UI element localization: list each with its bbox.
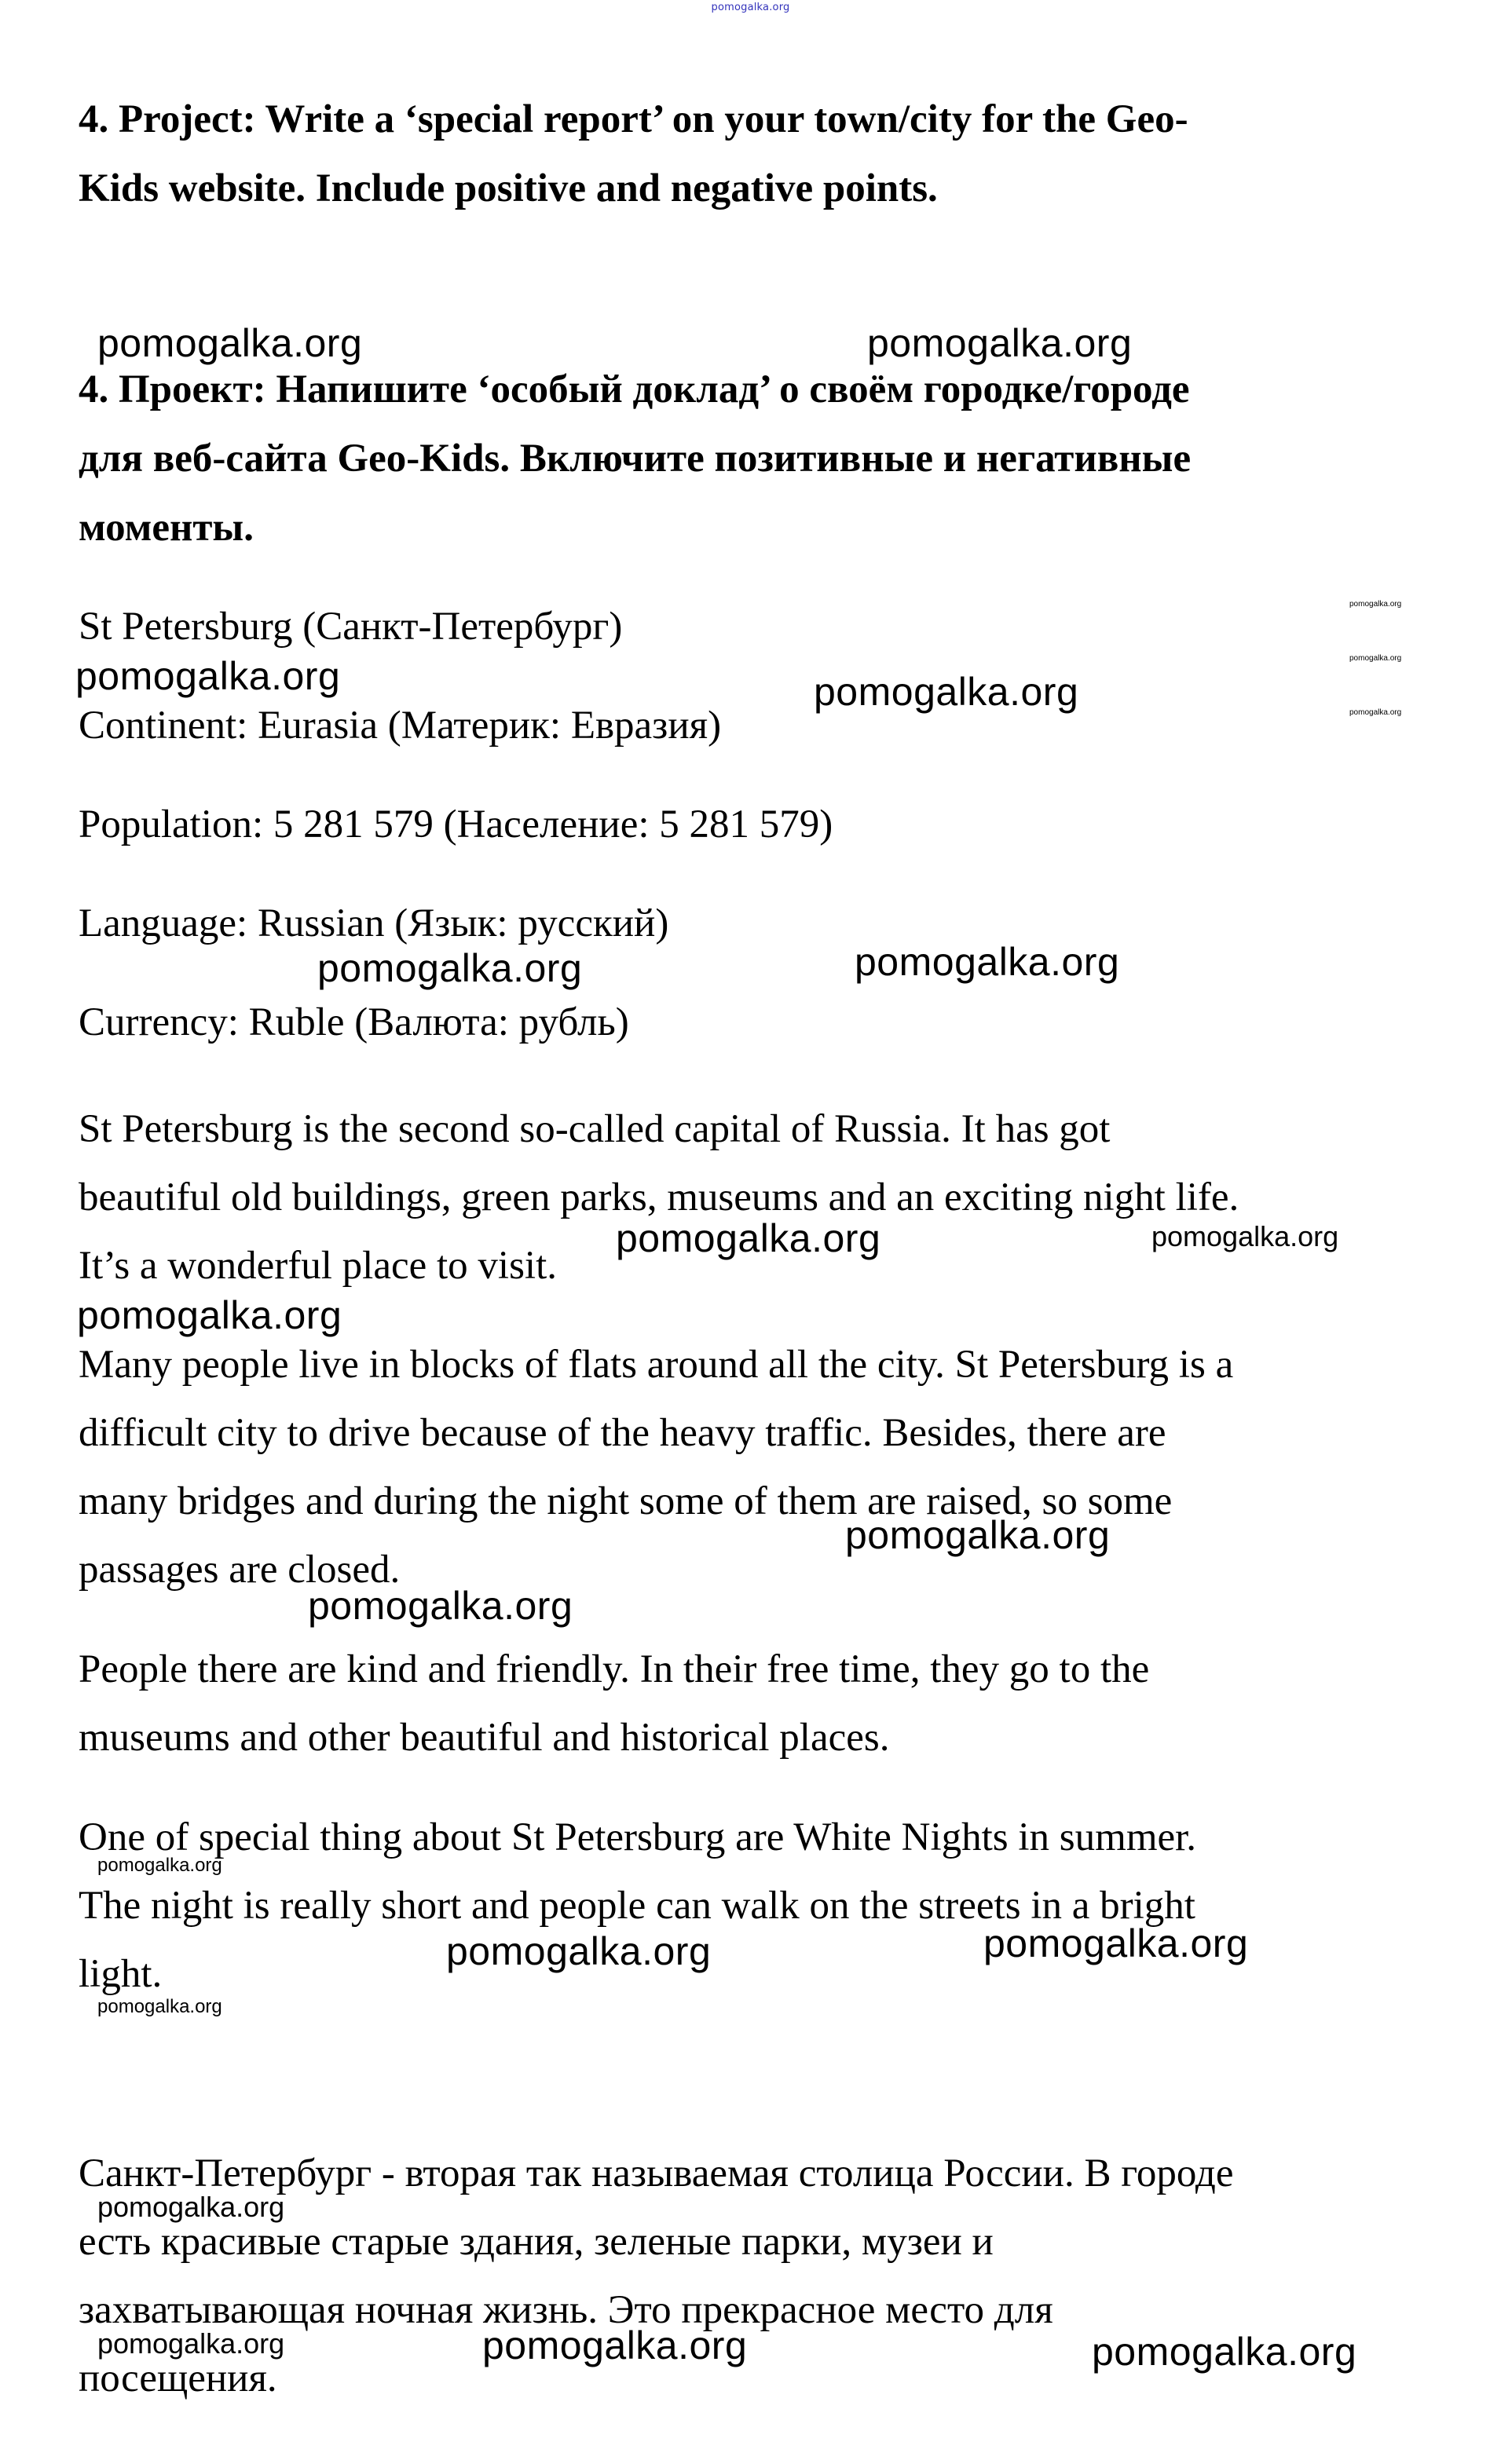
report-en-p2-line: Many people live in blocks of flats around all the city. St Petersburg is a bbox=[79, 1343, 1234, 1387]
watermark: pomogalka.org bbox=[1349, 654, 1402, 663]
task-heading-ru-line: моменты. bbox=[79, 506, 254, 550]
fact-continent: Continent: Eurasia (Материк: Евразия) bbox=[79, 704, 722, 748]
task-heading-ru-line: для веб-сайта Geo-Kids. Включите позитивные и негативные bbox=[79, 437, 1192, 481]
report-en-p2-line: many bridges and during the night some of them are raised, so some bbox=[79, 1479, 1173, 1523]
watermark: pomogalka.org bbox=[97, 1855, 222, 1876]
report-en-p1-line: St Petersburg is the second so-called capital of Russia. It has got bbox=[79, 1107, 1111, 1151]
watermark: pomogalka.org bbox=[77, 1293, 342, 1337]
report-ru-line: Санкт-Петербург - вторая так называемая столица России. В городе bbox=[79, 2151, 1234, 2195]
watermark: pomogalka.org bbox=[616, 1216, 881, 1260]
watermark: pomogalka.org bbox=[855, 940, 1120, 984]
report-en-p1-line: It’s a wonderful place to visit. bbox=[79, 1244, 558, 1288]
top-watermark: pomogalka.org bbox=[711, 2, 790, 13]
report-en-p4-line: One of special thing about St Petersburg are White Nights in summer. bbox=[79, 1815, 1197, 1859]
watermark: pomogalka.org bbox=[867, 321, 1133, 365]
watermark: pomogalka.org bbox=[97, 321, 363, 365]
report-en-p4-line: The night is really short and people can walk on the streets in a bright bbox=[79, 1884, 1195, 1928]
watermark: pomogalka.org bbox=[97, 2327, 285, 2360]
task-heading-en bbox=[79, 85, 1477, 223]
watermark: pomogalka.org bbox=[446, 1929, 712, 1973]
watermark: pomogalka.org bbox=[97, 1996, 222, 2017]
watermark: pomogalka.org bbox=[983, 1921, 1249, 1965]
watermark: pomogalka.org bbox=[845, 1513, 1111, 1557]
task-heading-ru bbox=[79, 355, 1477, 562]
report-en-p2-line: difficult city to drive because of the heavy traffic. Besides, there are bbox=[79, 1411, 1166, 1455]
watermark: pomogalka.org bbox=[97, 2191, 285, 2223]
report-ru-line: захватывающая ночная жизнь. Это прекрасное место для bbox=[79, 2288, 1053, 2332]
task-heading-en-line: Kids website. Include positive and negative points. bbox=[79, 166, 938, 210]
watermark: pomogalka.org bbox=[1092, 2330, 1357, 2374]
report-en-p4-line: light. bbox=[79, 1952, 163, 1996]
fact-language: Language: Russian (Язык: русский) bbox=[79, 901, 669, 945]
report-ru-line: посещения. bbox=[79, 2356, 277, 2400]
report-en-p2-line: passages are closed. bbox=[79, 1548, 401, 1592]
task-heading-ru-line: 4. Проект: Напишите ‘особый доклад’ о своём городке/городе bbox=[79, 367, 1190, 411]
watermark: pomogalka.org bbox=[1151, 1220, 1339, 1252]
fact-population: Population: 5 281 579 (Население: 5 281 579) bbox=[79, 802, 833, 846]
fact-currency: Currency: Ruble (Валюта: рубль) bbox=[79, 1000, 629, 1044]
watermark: pomogalka.org bbox=[814, 670, 1079, 714]
report-en-p3-line: People there are kind and friendly. In their free time, they go to the bbox=[79, 1647, 1150, 1691]
watermark: pomogalka.org bbox=[1349, 708, 1402, 717]
report-ru-line: есть красивые старые здания, зеленые парки, музеи и bbox=[79, 2220, 994, 2264]
watermark: pomogalka.org bbox=[75, 654, 341, 698]
watermark: pomogalka.org bbox=[482, 2323, 748, 2367]
fact-city: St Petersburg (Санкт-Петербург) bbox=[79, 605, 623, 649]
watermark: pomogalka.org bbox=[308, 1584, 573, 1628]
report-en-p3-line: museums and other beautiful and historical places. bbox=[79, 1716, 890, 1760]
watermark: pomogalka.org bbox=[1349, 600, 1402, 609]
task-heading-en-line: 4. Project: Write a ‘special report’ on your town/city for the Geo- bbox=[79, 97, 1188, 141]
watermark: pomogalka.org bbox=[317, 946, 583, 990]
report-en-p1-line: beautiful old buildings, green parks, museums and an exciting night life. bbox=[79, 1175, 1239, 1219]
